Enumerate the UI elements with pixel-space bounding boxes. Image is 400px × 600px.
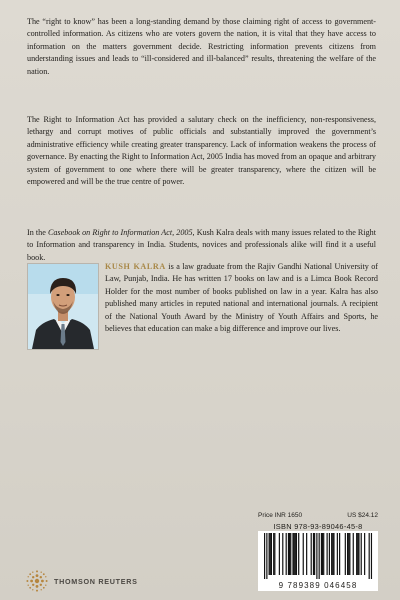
barcode-bar: [353, 533, 354, 575]
barcode-bar: [319, 533, 320, 579]
author-photo: [27, 263, 99, 350]
blurb-text-prefix: In the: [27, 228, 48, 237]
barcode-bar: [349, 533, 350, 575]
barcode-bar: [274, 533, 275, 575]
barcode-bar: [322, 533, 323, 575]
barcode-bar: [323, 533, 324, 575]
barcode-bar: [311, 533, 312, 575]
barcode-bars: [258, 531, 378, 581]
barcode-bar: [356, 533, 357, 575]
isbn-label: ISBN 978-93-89046-45-8: [273, 522, 363, 531]
price-line: [258, 512, 378, 519]
barcode-bar: [358, 533, 359, 575]
barcode-bar: [357, 533, 358, 575]
barcode-bar: [321, 533, 322, 575]
barcode-bar: [266, 533, 267, 579]
author-bio-text: is a law graduate from the Rajiv Gandhi National University of Law, Punjab, India. He has written 17 books on law and is a Limca Book Record Holder for the most number of books published on law in a year. Kalra has also published many articles in reputed national and international journals. A recipient of the National Youth Award by the Ministry of Youth Affairs and Sports, he believes that education can make a big difference and improve our lives.: [105, 262, 379, 334]
publisher-name: THOMSON REUTERS: [54, 576, 138, 586]
barcode-bar: [371, 533, 372, 579]
barcode-bar: [331, 533, 332, 575]
barcode-bar: [296, 533, 297, 575]
barcode-bar: [264, 533, 265, 579]
barcode-bar: [316, 533, 317, 579]
blurb-paragraph-2: The Right to Information Act has provided a salutary check on the inefficiency, non-responsiveness, lethargy and corrupt motives of public officials and substantially improved the government’s administrative efficiency while creating greater transparency. Lack of information weakens the process of governance. By enacting the Right to Information Act, 2005 India has moved from an opaque and arbitrary system of government to one where there will be greater transparency, where the citizen will be empowered and will be the true centre of power.: [27, 115, 376, 187]
barcode-bar: [348, 533, 349, 575]
barcode-bar: [294, 533, 295, 575]
author-bio: [105, 261, 378, 335]
barcode-bar: [303, 533, 304, 575]
barcode-bar: [298, 533, 299, 575]
barcode-bar: [273, 533, 274, 575]
blurb-paragraph-1: The “right to know” has been a long-standing demand by those claiming right of access to government-controlled information. As citizens who are voters govern the nation, it is vital that they have access to information on the matters government decide. Restricting information prevents citizens from understanding issues and leads to “ill-considered and ill-balanced” results, threatening the welfare of the nation.: [27, 17, 376, 76]
barcode-bar: [347, 533, 348, 575]
blurb-paragraph-3: [27, 227, 376, 264]
barcode-bar: [306, 533, 307, 575]
barcode-bar: [290, 533, 291, 575]
barcode-digits: 9 789389 046458: [278, 581, 358, 590]
barcode-bar: [329, 533, 330, 575]
barcode-bar: [314, 533, 315, 575]
barcode-bar: [288, 533, 289, 575]
price-inr: Price INR 1650: [258, 512, 303, 519]
barcode-bar: [333, 533, 334, 575]
barcode-bar: [270, 533, 271, 575]
barcode-bar: [337, 533, 338, 575]
book-title: Casebook on Right to Information Act, 2005: [47, 228, 193, 237]
barcode-bar: [313, 533, 314, 575]
barcode-bar: [295, 533, 296, 575]
publisher-logo-icon: [24, 568, 50, 594]
barcode-bar: [289, 533, 290, 575]
barcode-bar: [345, 533, 346, 575]
barcode-bar: [361, 533, 362, 575]
blurb-text-suffix: , Kush Kalra deals with many issues related to the Right to Information and transparency in India. Students, novices and professionals alike will find it a useful book.: [27, 228, 376, 262]
barcode-bar: [286, 533, 287, 575]
barcode-bar: [369, 533, 370, 579]
publisher-logo: [24, 568, 138, 594]
barcode-bar: [339, 533, 340, 575]
barcode-bar: [364, 533, 365, 575]
barcode-bar: [269, 533, 270, 575]
barcode-bar: [282, 533, 283, 575]
barcode-bar: [327, 533, 328, 575]
barcode-bar: [271, 533, 272, 575]
price-usd: US $24.12: [347, 512, 378, 519]
barcode-bar: [279, 533, 280, 575]
barcode-bar: [292, 533, 293, 575]
author-name: KUSH KALRA: [105, 262, 166, 271]
barcode-bar: [332, 533, 333, 575]
